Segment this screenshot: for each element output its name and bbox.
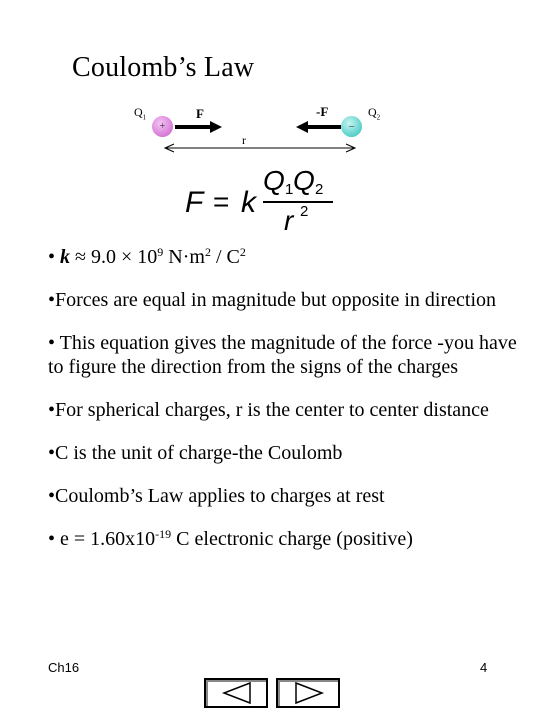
bullet-electronic-charge: • $e = 1.60x10^{-19}$ C electronic charge (positive) — [48, 527, 413, 550]
bullet-spherical: •For spherical charges, r is the center to center distance — [48, 399, 489, 421]
triangle-right-icon — [278, 680, 338, 706]
force-arrowhead-right — [210, 121, 222, 133]
next-slide-button[interactable] — [276, 678, 340, 708]
formula-equals: = — [213, 186, 230, 217]
q1-label: $Q_1$ — [134, 105, 147, 122]
formula-numerator-q1: Q — [263, 165, 285, 196]
bullet-magnitude: • This equation gives the magnitude of the force -you have to figure the direction from the signs of the charges — [48, 332, 517, 378]
distance-label: r — [242, 133, 246, 147]
bullet-list — [48, 245, 518, 570]
bullet-coulomb-unit: •C is the unit of charge-the Coulomb — [48, 442, 343, 464]
fraction-bar — [263, 201, 333, 203]
formula-numerator-q2: Q — [293, 165, 315, 196]
formula-denominator-exp: 2 — [300, 203, 309, 220]
positive-charge: + — [152, 116, 173, 137]
force-arrowhead-left — [296, 121, 308, 133]
previous-slide-button[interactable] — [204, 678, 268, 708]
formula-lhs: F — [185, 186, 204, 219]
q2-label: $Q_2$ — [368, 105, 381, 122]
bullet-k-constant: • $k \approx 9.0 \times 10^9$ $N\cdot m^2 / C^2$ — [48, 245, 246, 268]
triangle-left-icon — [206, 680, 266, 706]
force-label: F — [196, 106, 204, 121]
bullet-forces-equal: •Forces are equal in magnitude but opposite in direction — [48, 289, 497, 311]
coulomb-diagram — [130, 100, 400, 160]
formula-k: k — [241, 186, 256, 219]
coulomb-formula — [183, 165, 353, 243]
chapter-label: Ch16 — [48, 660, 80, 675]
bullet-at-rest: •Coulomb’s Law applies to charges at rest — [48, 485, 385, 507]
formula-numerator-sub2: 2 — [315, 181, 324, 198]
negative-charge: – — [341, 116, 362, 137]
slide-title: Coulomb’s Law — [72, 52, 255, 83]
formula-numerator-sub1: 1 — [285, 181, 294, 198]
neg-force-label: -F — [316, 104, 329, 119]
page-number: 4 — [480, 660, 488, 675]
formula-denominator: r — [284, 205, 294, 236]
